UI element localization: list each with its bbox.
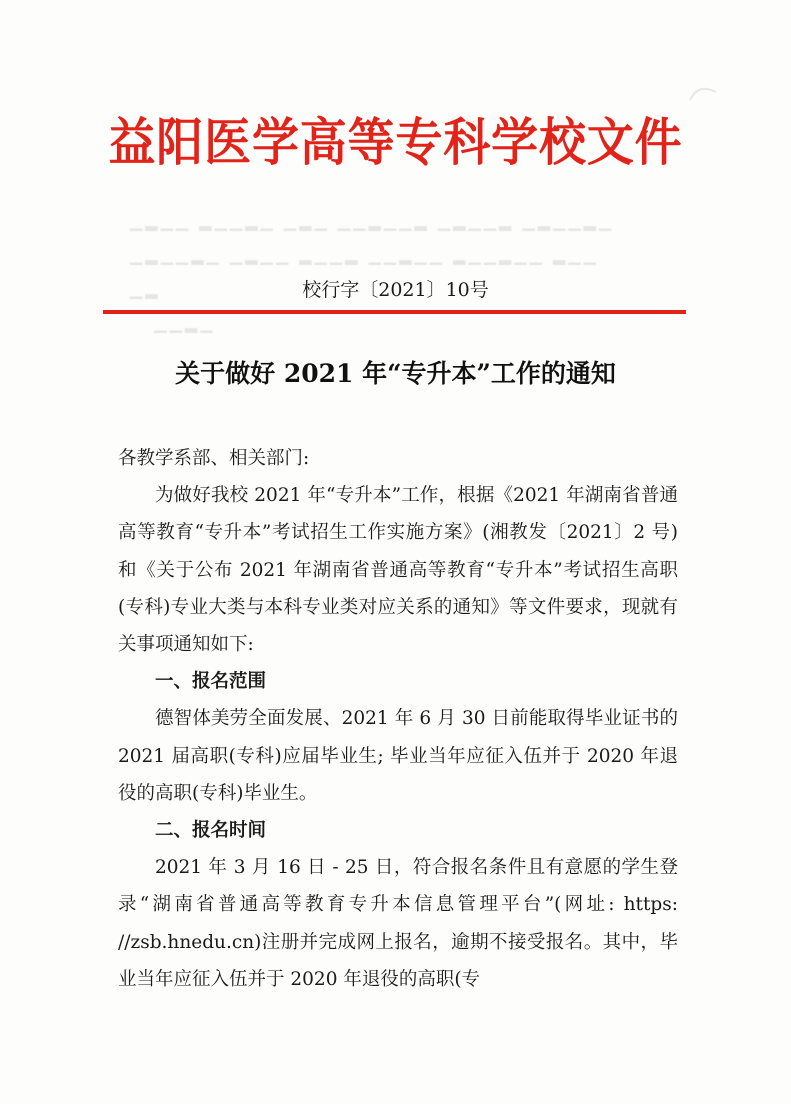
- section-heading-registration-time: 二、报名时间: [155, 820, 267, 842]
- salutation: 各教学系部、相关部门:: [118, 448, 310, 469]
- intro-paragraph: 为做好我校 2021 年“专升本”工作，根据《2021 年湖南省普通高等教育“专升本”考试招生工作实施方案》(湘教发〔2021〕2 号)和《关于公布 2021 年湖南省普通高等教育“专升本”考试招生高职(专科)专业大类与本科专业类对应关系的通知》等文件要求，现就有关事项通知如下:: [118, 485, 678, 656]
- red-divider-line: [103, 310, 686, 314]
- notice-title: 关于做好 2021 年“专升本”工作的通知: [175, 359, 616, 388]
- notice-body: [118, 440, 678, 998]
- scan-mark-icon: [688, 82, 718, 106]
- section-text-registration-time: 2021 年 3 月 16 日 - 25 日，符合报名条件且有意愿的学生登录“湖南省普通高等教育专升本信息管理平台”(网址: https: //zsb.hnedu.cn)注册并完成网上报名，逾期不接受报名。其中，毕业当年应征入伍并于 2020 年退役的高职(专: [118, 857, 678, 990]
- section-text-eligibility: 德智体美劳全面发展、2021 年 6 月 30 日前能取得毕业证书的 2021 届高职(专科)应届毕业生; 毕业当年应征入伍并于 2020 年退役的高职(专科)毕业生。: [118, 708, 678, 804]
- issuing-organization-title: 益阳医学高等专科学校文件: [108, 113, 683, 173]
- section-heading-eligibility: 一、报名范围: [155, 671, 267, 693]
- show-through-text: ▁▂▁▁ ▂▁▁▂▁ ▁▂▁ ▁▁▂▁▁▂ ▁▂▁▁▂ ▁▂▁▁▂▁ ▁▂▁▁▂▁ ▁▂▁▁ ▂▁▁▂ ▁▁▂▁▁ ▂▁▁▂▁▁ ▂▁▁ ▁▂ ▁▁▂▁: [130, 212, 615, 333]
- document-number: 校行字〔2021〕10号: [302, 279, 489, 301]
